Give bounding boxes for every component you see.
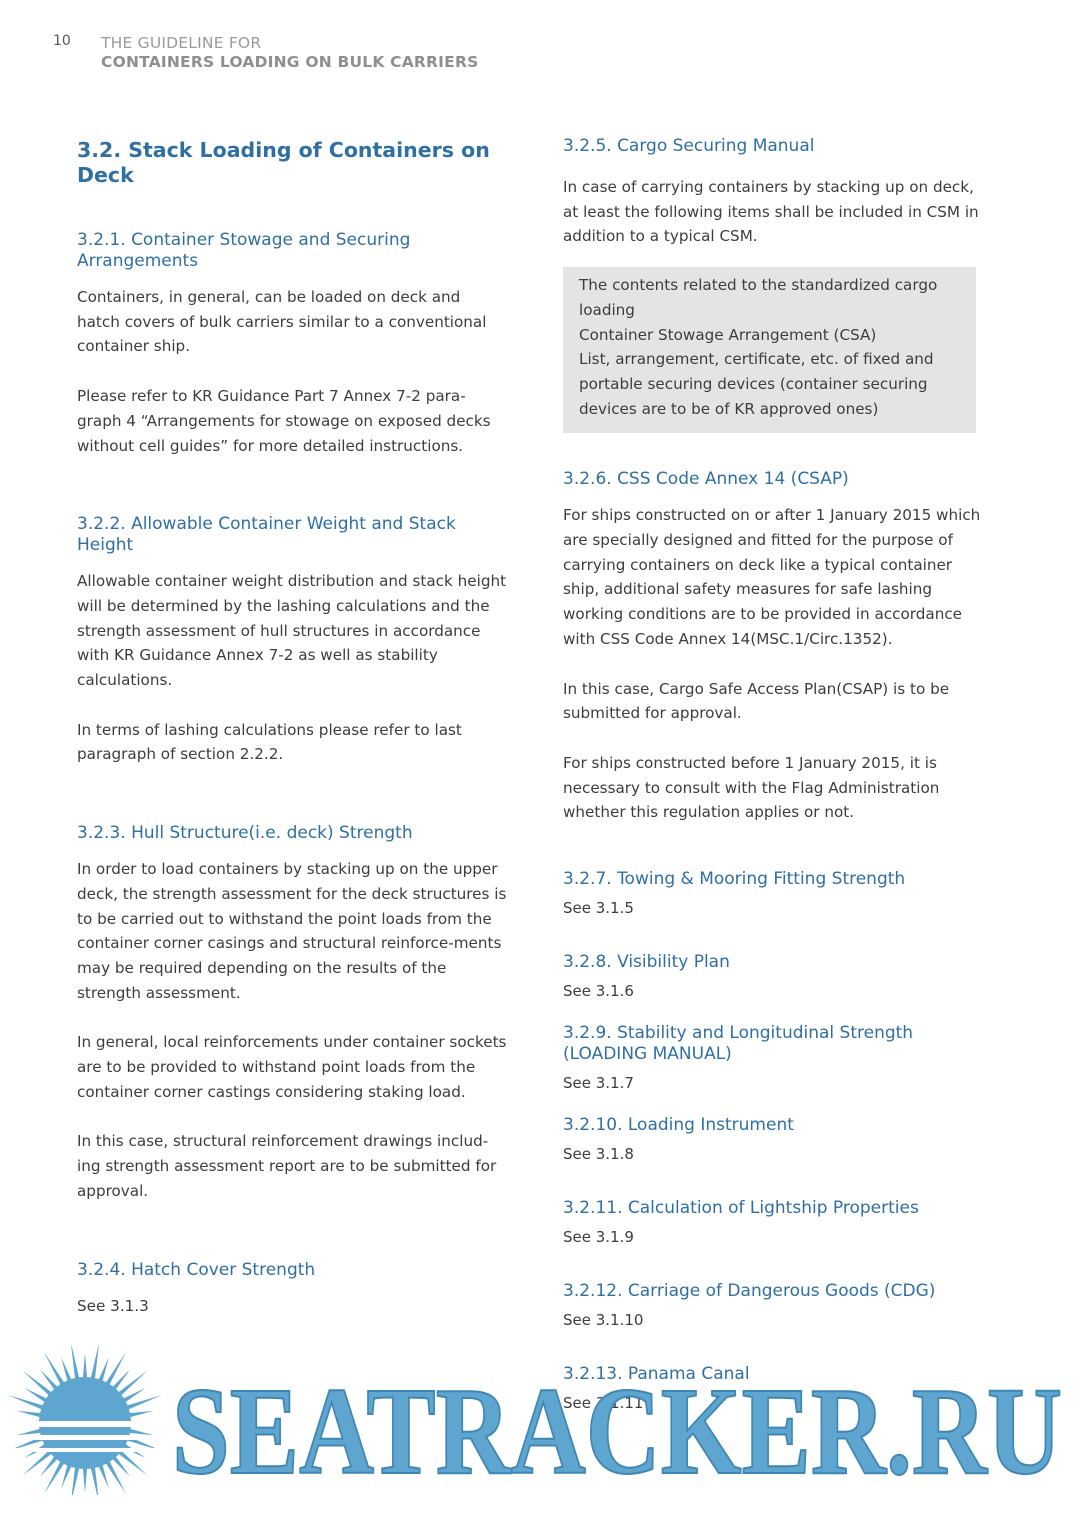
- section-3-2-7: [563, 869, 988, 918]
- cross-reference: See 3.1.7: [563, 1074, 634, 1093]
- paragraph: For ships constructed on or after 1 January 2015 which are specially designed and fitted for the purpose of carrying containers on deck like a typical container ship, additional safety measures for safe lashing working conditions are to be provided in accordance with CSS Code Annex 14(MSC.1/Circ.1352).: [563, 506, 981, 648]
- sun-ray: [128, 1429, 154, 1436]
- subsection-heading: 3.2.1. Container Stowage and Securing Arrangements: [77, 230, 411, 271]
- section-3-2-10: [563, 1115, 988, 1164]
- sun-ray: [98, 1357, 109, 1382]
- sun-ray: [71, 1345, 80, 1380]
- section-3-2-8: [563, 952, 988, 1001]
- left-column: [77, 138, 507, 1358]
- subsection-heading: 3.2.4. Hatch Cover Strength: [77, 1259, 316, 1280]
- sun-ray: [83, 1467, 87, 1493]
- sun-ray: [91, 1466, 100, 1495]
- paragraph: In this case, structural reinforcement drawings includ-ing strength assessment report are to be submitted for approval.: [77, 1132, 497, 1200]
- sun-ray: [16, 1411, 42, 1418]
- subsection-heading: 3.2.8. Visibility Plan: [563, 952, 730, 973]
- box-item: List, arrangement, certificate, etc. of fixed and portable securing devices (container securing devices are to be of KR approved ones): [579, 350, 934, 418]
- sun-ray: [71, 1466, 80, 1495]
- sun-ray: [91, 1345, 100, 1380]
- sun-logo-icon: [0, 1345, 170, 1495]
- subsection-heading: 3.2.10. Loading Instrument: [563, 1115, 794, 1136]
- sun-ray: [61, 1357, 72, 1382]
- cross-reference: See 3.1.3: [77, 1296, 149, 1315]
- running-header: [101, 34, 478, 72]
- sun-ray: [117, 1450, 148, 1476]
- subsection-heading: 3.2.7. Towing & Mooring Fitting Strength: [563, 869, 906, 890]
- paragraph: For ships constructed before 1 January 2015, it is necessary to consult with the Flag Administration whether this regulation applies or not.: [563, 753, 940, 822]
- cross-reference: See 3.1.5: [563, 899, 634, 918]
- subsection-heading: 3.2.6. CSS Code Annex 14 (CSAP): [563, 469, 849, 490]
- right-column: [563, 136, 988, 1447]
- cross-reference: See 3.1.9: [563, 1228, 634, 1247]
- cross-reference: See 3.1.11: [563, 1394, 644, 1413]
- section-3-2-6: [563, 469, 988, 825]
- subsection-heading: 3.2.12. Carriage of Dangerous Goods (CDG): [563, 1281, 936, 1302]
- watermark-text: SEATRACKER.RU: [172, 1363, 1062, 1495]
- subsection-heading: 3.2.11. Calculation of Lightship Properties: [563, 1198, 919, 1219]
- sun-ray: [105, 1352, 126, 1386]
- paragraph: Allowable container weight distribution and stack height will be determined by the lashing calculations and the strength assessment of hull structures in accordance with KR Guidance Annex 7-2 as well as stability calculations.: [77, 572, 507, 690]
- section-title: 3.2. Stack Loading of Containers on Deck: [77, 138, 490, 187]
- paragraph: In terms of lashing calculations please refer to last paragraph of section 2.2.2.: [77, 720, 462, 764]
- subsection-heading: 3.2.9. Stability and Longitudinal Strength (LOADING MANUAL): [563, 1023, 914, 1065]
- paragraph: In general, local reinforcements under container sockets are to be provided to withstand point loads from the container corner castings considering staking load.: [77, 1033, 507, 1101]
- sun-ray: [16, 1429, 42, 1436]
- subsection-heading: 3.2.13. Panama Canal: [563, 1364, 750, 1385]
- cross-reference: See 3.1.8: [563, 1145, 634, 1164]
- sun-ray: [44, 1352, 65, 1386]
- header-line-1: THE GUIDELINE FOR: [101, 34, 262, 52]
- sun-ray: [105, 1460, 126, 1494]
- sun-ray: [83, 1353, 87, 1379]
- page-number: 10: [53, 33, 71, 49]
- csm-contents-box: [563, 267, 976, 433]
- cross-reference: See 3.1.6: [563, 982, 634, 1001]
- paragraph: Please refer to KR Guidance Part 7 Annex 7-2 para-graph 4 “Arrangements for stowage on exposed decks without cell guides” for more detailed instructions.: [77, 387, 491, 455]
- box-item: The contents related to the standardized cargo loading: [579, 276, 938, 319]
- subsection-heading: 3.2.5. Cargo Securing Manual: [563, 136, 815, 156]
- section-3-2-5: [563, 136, 988, 433]
- sun-ray: [22, 1370, 53, 1396]
- sun-ray: [117, 1370, 148, 1396]
- paragraph: In order to load containers by stacking up on the upper deck, the strength assessment for the deck structures is to be carried out to withstand the point loads from the container corner casings and structural reinforce-ments may be required depending on the results of the strength assessment.: [77, 860, 507, 1002]
- section-3-2-9: [563, 1023, 988, 1093]
- paragraph: In this case, Cargo Safe Access Plan(CSAP) is to be submitted for approval.: [563, 679, 950, 723]
- section-3-2-11: [563, 1198, 988, 1247]
- sun-ray: [22, 1450, 53, 1476]
- sun-ray: [98, 1464, 109, 1489]
- paragraph: Containers, in general, can be loaded on deck and hatch covers of bulk carriers similar to a conventional container ship.: [77, 288, 487, 356]
- sun-ray: [44, 1460, 65, 1494]
- section-3-2-3: [77, 823, 507, 1203]
- sun-ray: [128, 1411, 154, 1418]
- sun-ray: [61, 1464, 72, 1489]
- subsection-heading: 3.2.2. Allowable Container Weight and Stack Height: [77, 514, 456, 556]
- paragraph: In case of carrying containers by stacking up on deck, at least the following items shall be included in CSM in addition to a typical CSM.: [563, 178, 979, 246]
- section-3-2-4: [77, 1260, 507, 1319]
- section-3-2-12: [563, 1281, 988, 1330]
- section-3-2-1: [77, 230, 507, 458]
- section-3-2-2: [77, 514, 507, 767]
- cross-reference: See 3.1.10: [563, 1311, 644, 1330]
- header-line-2: CONTAINERS LOADING ON BULK CARRIERS: [101, 53, 479, 71]
- subsection-heading: 3.2.3. Hull Structure(i.e. deck) Strength: [77, 823, 413, 844]
- watermark: [0, 1345, 1080, 1495]
- box-item: Container Stowage Arrangement (CSA): [579, 325, 877, 344]
